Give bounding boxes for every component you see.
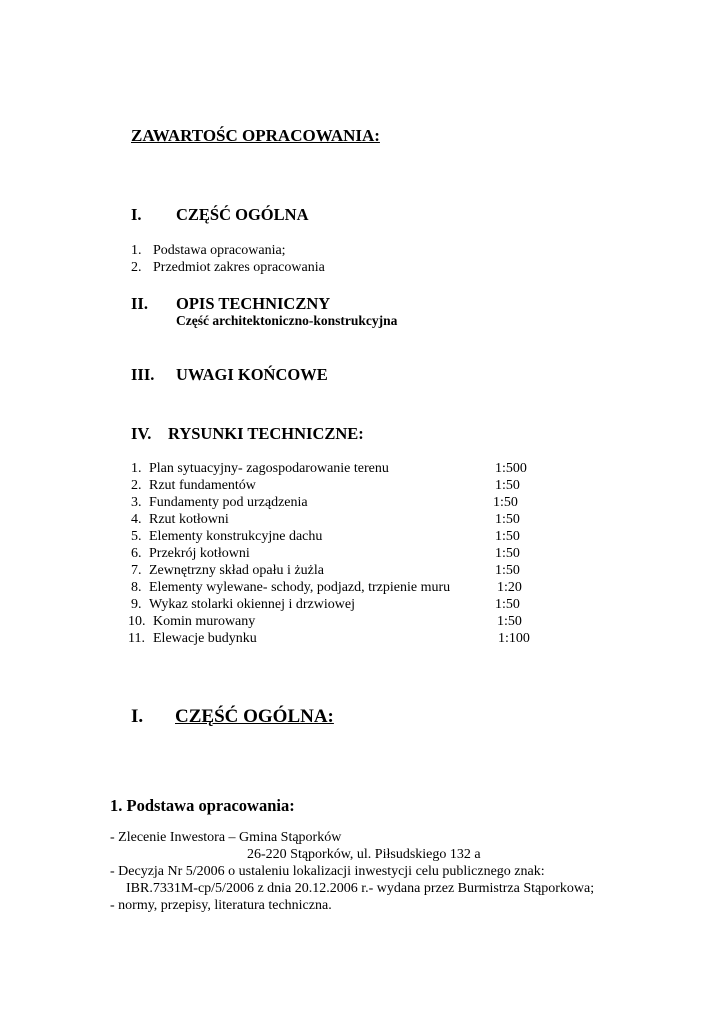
drawing-scale: 1:50 bbox=[497, 614, 522, 629]
section-2-title: OPIS TECHNICZNY bbox=[176, 294, 331, 313]
drawing-row bbox=[131, 563, 324, 579]
drawing-scale: 1:20 bbox=[497, 580, 522, 595]
section-2-subtitle: Część architektoniczno-konstrukcyjna bbox=[176, 313, 398, 328]
drawing-row bbox=[131, 512, 229, 528]
drawing-row bbox=[131, 495, 308, 511]
drawing-number: 3. bbox=[131, 495, 142, 510]
list-item bbox=[131, 243, 286, 259]
drawing-row bbox=[131, 478, 256, 494]
drawing-scale: 1:50 bbox=[495, 478, 520, 493]
basis-line: 26-220 Stąporków, ul. Piłsudskiego 132 a bbox=[247, 847, 481, 862]
drawing-title: Komin murowany bbox=[153, 614, 256, 629]
drawing-title: Rzut fundamentów bbox=[149, 478, 256, 493]
drawing-number: 2. bbox=[131, 478, 142, 493]
drawing-title: Elementy konstrukcyjne dachu bbox=[149, 529, 323, 544]
drawing-title: Elementy wylewane- schody, podjazd, trzpienie muru bbox=[149, 580, 451, 595]
drawing-scale: 1:50 bbox=[495, 597, 520, 612]
drawing-title: Fundamenty pod urządzenia bbox=[149, 495, 308, 510]
drawing-number: 4. bbox=[131, 512, 142, 527]
drawing-title: Elewacje budynku bbox=[153, 631, 257, 646]
part-1-title: CZĘŚĆ OGÓLNA: bbox=[175, 706, 334, 727]
part-1-number: I. bbox=[131, 706, 144, 727]
drawing-number: 6. bbox=[131, 546, 142, 561]
drawing-title: Przekrój kotłowni bbox=[149, 546, 250, 561]
drawing-title: Rzut kotłowni bbox=[149, 512, 229, 527]
section-1-number: I. bbox=[131, 205, 142, 224]
drawing-number: 5. bbox=[131, 529, 142, 544]
contents-title: ZAWARTOŚC OPRACOWANIA: bbox=[131, 126, 380, 145]
drawing-row bbox=[131, 580, 450, 596]
list-item bbox=[131, 260, 325, 276]
drawing-scale: 1:50 bbox=[495, 529, 520, 544]
basis-line: - normy, przepisy, literatura techniczna. bbox=[110, 898, 332, 913]
drawing-title: Plan sytuacyjny- zagospodarowanie terenu bbox=[149, 461, 389, 476]
section-3-title: UWAGI KOŃCOWE bbox=[176, 365, 328, 384]
basis-line: IBR.7331M-cp/5/2006 z dnia 20.12.2006 r.- wydana przez Burmistrza Stąporkowa; bbox=[126, 881, 595, 896]
drawing-scale: 1:50 bbox=[493, 495, 518, 510]
drawing-scale: 1:50 bbox=[495, 563, 520, 578]
list-item-text: Podstawa opracowania; bbox=[153, 243, 286, 258]
drawing-title: Zewnętrzny skład opału i żużla bbox=[149, 563, 324, 578]
drawing-scale: 1:50 bbox=[495, 512, 520, 527]
drawing-scale: 1:500 bbox=[495, 461, 527, 476]
drawing-number: 10. bbox=[128, 614, 146, 629]
drawing-row bbox=[131, 529, 322, 545]
list-item-number: 1. bbox=[131, 243, 142, 258]
drawing-title: Wykaz stolarki okiennej i drzwiowej bbox=[149, 597, 355, 612]
section-3-number: III. bbox=[131, 365, 155, 384]
drawing-number: 1. bbox=[131, 461, 142, 476]
list-item-number: 2. bbox=[131, 260, 142, 275]
section-1-title: CZĘŚĆ OGÓLNA bbox=[176, 205, 309, 224]
section-2-number: II. bbox=[131, 294, 148, 313]
drawing-scale: 1:100 bbox=[498, 631, 530, 646]
basis-line: - Decyzja Nr 5/2006 o ustaleniu lokalizacji inwestycji celu publicznego znak: bbox=[110, 864, 545, 879]
drawing-row bbox=[131, 546, 250, 562]
drawing-number: 11. bbox=[128, 631, 145, 646]
drawing-number: 9. bbox=[131, 597, 142, 612]
drawing-row bbox=[131, 461, 389, 477]
drawing-row bbox=[128, 614, 255, 630]
basis-line: - Zlecenie Inwestora – Gmina Stąporków bbox=[110, 830, 342, 845]
basis-heading: 1. Podstawa opracowania: bbox=[110, 796, 295, 815]
drawing-number: 8. bbox=[131, 580, 142, 595]
section-4-title: RYSUNKI TECHNICZNE: bbox=[168, 424, 364, 443]
drawing-scale: 1:50 bbox=[495, 546, 520, 561]
drawing-row bbox=[131, 597, 355, 613]
drawing-row bbox=[128, 631, 257, 647]
list-item-text: Przedmiot zakres opracowania bbox=[153, 260, 325, 275]
drawing-number: 7. bbox=[131, 563, 142, 578]
section-4-number: IV. bbox=[131, 424, 152, 443]
